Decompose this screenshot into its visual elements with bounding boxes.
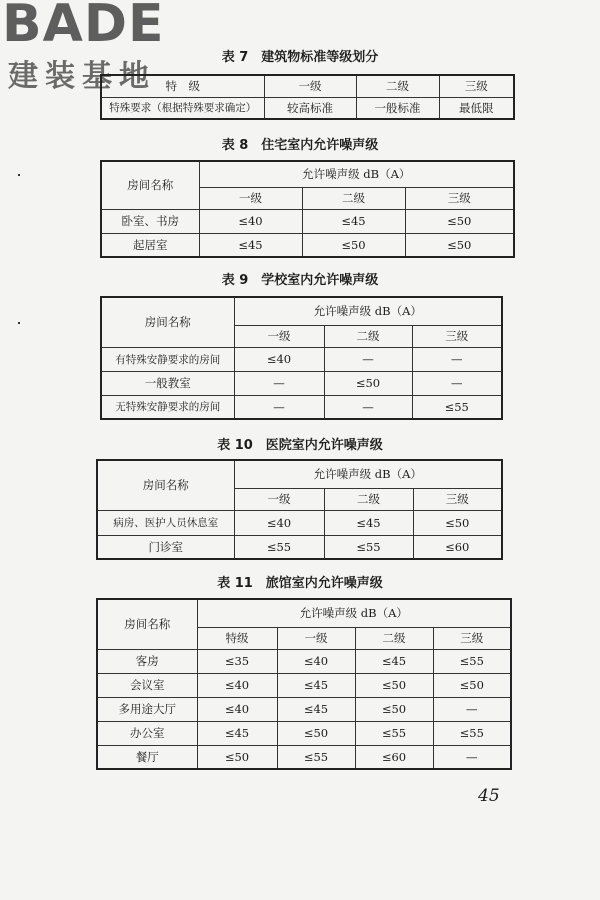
- table-cell: 门诊室: [97, 535, 234, 559]
- logo-subtitle: 建装基地: [8, 59, 156, 94]
- table-cell: ≤40: [234, 510, 324, 535]
- table-cell: 一般教室: [101, 371, 234, 395]
- table-row: [101, 233, 514, 257]
- margin-mark: [18, 322, 20, 324]
- table-cell: ≤45: [199, 233, 302, 257]
- table-row: [101, 209, 514, 233]
- table-row: [97, 599, 511, 627]
- table-row: [101, 395, 502, 419]
- table-row: [97, 649, 511, 673]
- table8-group-header: 允许噪声级 dB（A）: [199, 161, 514, 187]
- table-row: [101, 347, 502, 371]
- logo-brand: BADE: [2, 0, 165, 54]
- table-cell: ≤45: [277, 673, 355, 697]
- table-cell: ≤45: [355, 649, 433, 673]
- table-cell: ≤55: [433, 721, 511, 745]
- table-cell: 会议室: [97, 673, 197, 697]
- table-cell: ≤35: [197, 649, 277, 673]
- table8-level-header: 一级: [199, 187, 302, 209]
- table9-room-header: 房间名称: [101, 297, 234, 347]
- table11-group-header: 允许噪声级 dB（A）: [197, 599, 511, 627]
- table11-caption: 表 11 旅馆室内允许噪声级: [217, 576, 383, 591]
- table-cell: ≤40: [199, 209, 302, 233]
- table9-caption: 表 9 学校室内允许噪声级: [221, 273, 379, 288]
- table-cell: ≤60: [413, 535, 502, 559]
- table10-level-header: 一级: [234, 488, 324, 510]
- table-cell: 办公室: [97, 721, 197, 745]
- table7-caption: 表 7 建筑物标准等级划分: [221, 50, 379, 65]
- table-cell: ≤45: [277, 697, 355, 721]
- table9-level-header: 一级: [234, 325, 324, 347]
- table-cell: ≤50: [355, 697, 433, 721]
- table-cell: —: [433, 745, 511, 769]
- table-cell: 多用途大厅: [97, 697, 197, 721]
- table-cell: ≤50: [277, 721, 355, 745]
- table11: [96, 598, 512, 770]
- table9: [100, 296, 503, 420]
- table-cell: ≤45: [197, 721, 277, 745]
- table-cell: ≤40: [234, 347, 324, 371]
- table7-header-level2: 二级: [356, 75, 439, 97]
- table-cell: 较高标准: [264, 97, 356, 119]
- table-row: [101, 161, 514, 187]
- table-cell: 客房: [97, 649, 197, 673]
- table-cell: ≤45: [302, 209, 405, 233]
- table10: [96, 459, 503, 560]
- table-cell: 无特殊安静要求的房间: [101, 395, 234, 419]
- table-cell: —: [324, 395, 412, 419]
- table9-level-header: 三级: [412, 325, 502, 347]
- table-cell: ≤50: [405, 209, 514, 233]
- table11-level-header: 二级: [355, 627, 433, 649]
- table-row: [101, 371, 502, 395]
- table9-group-header: 允许噪声级 dB（A）: [234, 297, 502, 325]
- table10-group-header: 允许噪声级 dB（A）: [234, 460, 502, 488]
- table-row: [101, 97, 514, 119]
- table-cell: ≤40: [277, 649, 355, 673]
- table-cell: 病房、医护人员休息室: [97, 510, 234, 535]
- table8-level-header: 三级: [405, 187, 514, 209]
- table-cell: ≤50: [324, 371, 412, 395]
- table-cell: ≤50: [413, 510, 502, 535]
- table-cell: ≤50: [405, 233, 514, 257]
- page-number: 45: [478, 786, 500, 806]
- table8-caption: 表 8 住宅室内允许噪声级: [221, 138, 379, 153]
- table10-level-header: 三级: [413, 488, 502, 510]
- table-row: [97, 721, 511, 745]
- table-cell: 有特殊安静要求的房间: [101, 347, 234, 371]
- table-row: [101, 75, 514, 97]
- table-cell: ≤55: [355, 721, 433, 745]
- table11-level-header: 特级: [197, 627, 277, 649]
- table-row: [97, 460, 502, 488]
- table-row: [97, 510, 502, 535]
- table-cell: ≤50: [302, 233, 405, 257]
- table-cell: 最低限: [439, 97, 514, 119]
- table-cell: ≤40: [197, 697, 277, 721]
- table-row: [101, 297, 502, 325]
- table-cell: ≤55: [234, 535, 324, 559]
- table10-level-header: 二级: [324, 488, 413, 510]
- table7: [100, 74, 515, 120]
- table-cell: 起居室: [101, 233, 199, 257]
- table-cell: 餐厅: [97, 745, 197, 769]
- table-cell: —: [412, 371, 502, 395]
- table7-header-level1: 一级: [264, 75, 356, 97]
- table-cell: ≤45: [324, 510, 413, 535]
- table7-header-level3: 三级: [439, 75, 514, 97]
- table-cell: —: [433, 697, 511, 721]
- margin-mark: [18, 174, 20, 176]
- table-cell: 特殊要求（根据特殊要求确定）: [101, 97, 264, 119]
- table-cell: —: [324, 347, 412, 371]
- table-cell: ≤60: [355, 745, 433, 769]
- table-cell: 一般标准: [356, 97, 439, 119]
- table-row: [97, 673, 511, 697]
- table-cell: ≤55: [412, 395, 502, 419]
- table-cell: —: [234, 371, 324, 395]
- table-row: [97, 535, 502, 559]
- table8-level-header: 二级: [302, 187, 405, 209]
- table8-room-header: 房间名称: [101, 161, 199, 209]
- table-cell: ≤50: [197, 745, 277, 769]
- table11-level-header: 一级: [277, 627, 355, 649]
- table9-level-header: 二级: [324, 325, 412, 347]
- table-cell: ≤50: [433, 673, 511, 697]
- table-cell: ≤40: [197, 673, 277, 697]
- table-cell: ≤55: [277, 745, 355, 769]
- table-cell: —: [234, 395, 324, 419]
- table10-room-header: 房间名称: [97, 460, 234, 510]
- table10-caption: 表 10 医院室内允许噪声级: [217, 438, 383, 453]
- table11-room-header: 房间名称: [97, 599, 197, 649]
- table-row: [97, 697, 511, 721]
- table8: [100, 160, 515, 258]
- table-cell: —: [412, 347, 502, 371]
- table-cell: 卧室、书房: [101, 209, 199, 233]
- table-cell: ≤50: [355, 673, 433, 697]
- table-cell: ≤55: [433, 649, 511, 673]
- table-cell: ≤55: [324, 535, 413, 559]
- table-row: [97, 745, 511, 769]
- table7-header-special: 特 级: [101, 75, 264, 97]
- table11-level-header: 三级: [433, 627, 511, 649]
